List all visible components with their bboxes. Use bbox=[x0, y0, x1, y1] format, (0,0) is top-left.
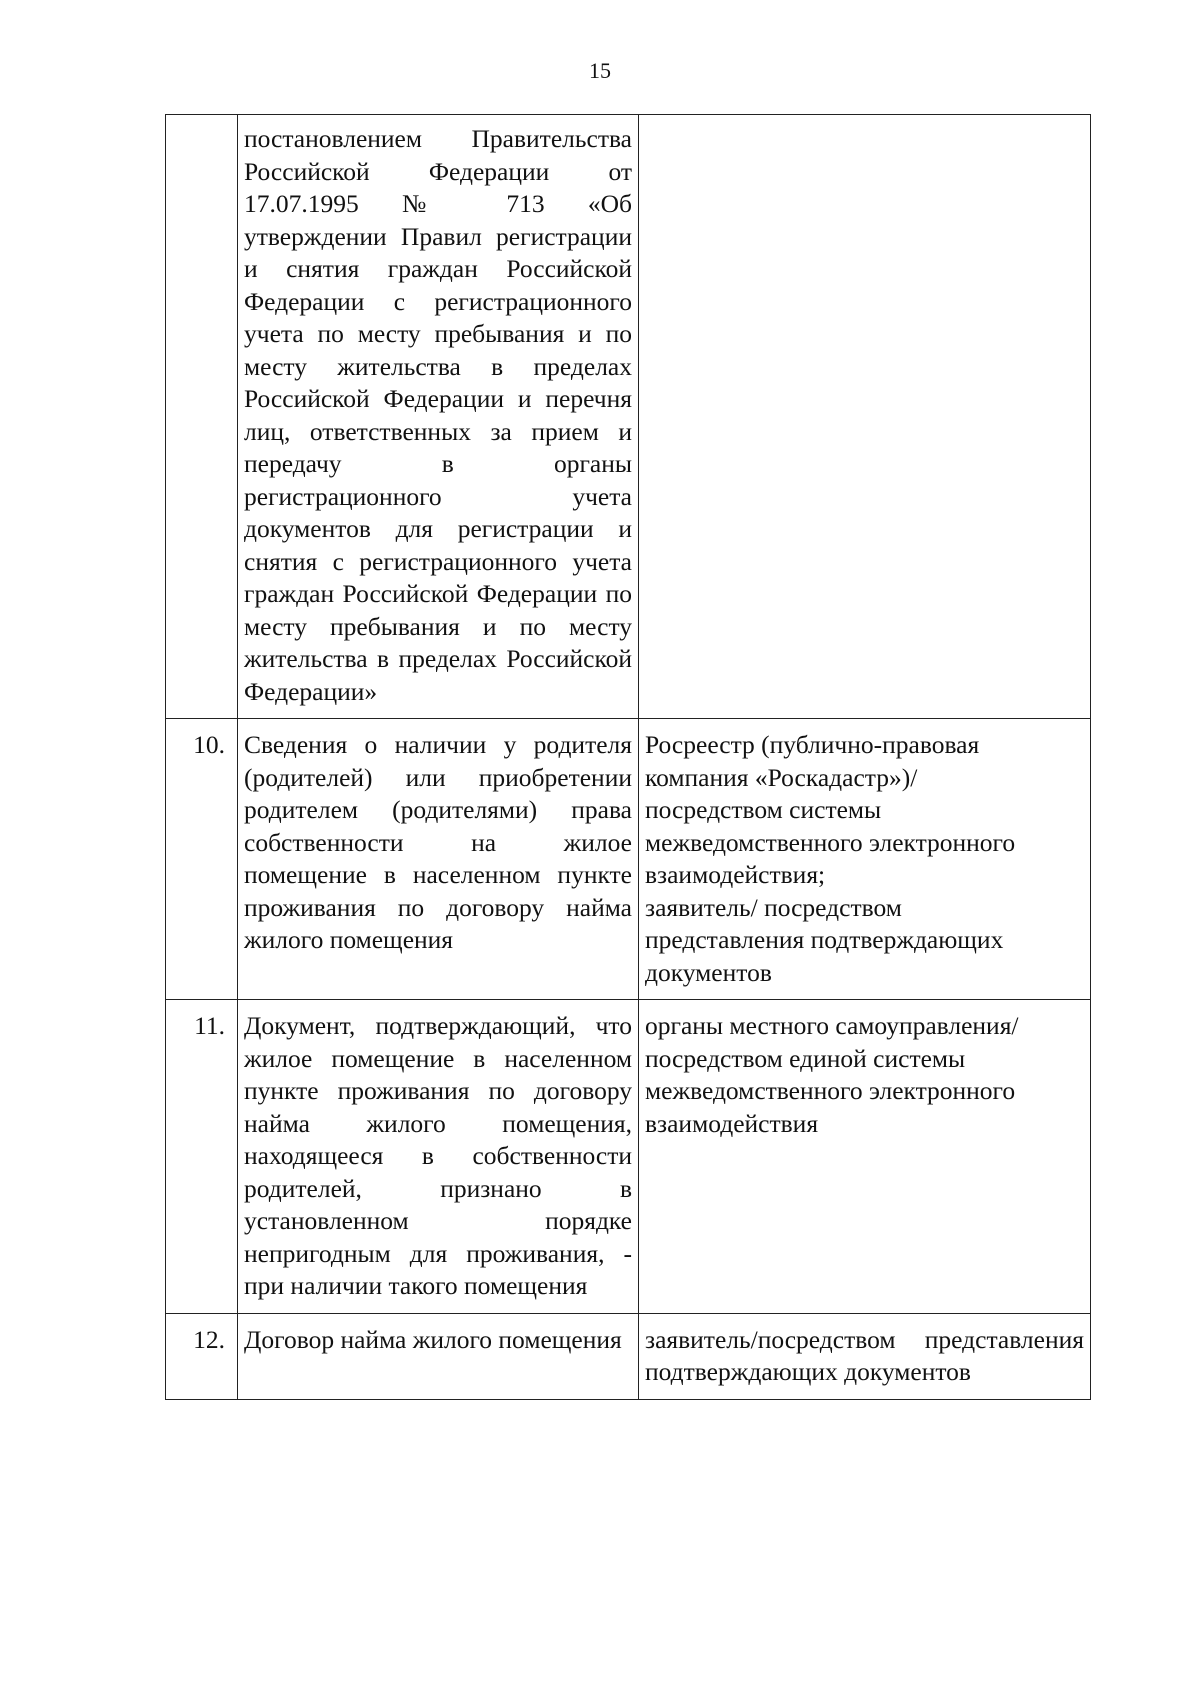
source-line: представления подтверждающих bbox=[645, 925, 1004, 954]
source-line: межведомственного электронного bbox=[645, 1076, 1016, 1105]
document-description: Договор найма жилого помещения bbox=[238, 1313, 639, 1399]
source-line: заявитель/ посредством bbox=[645, 892, 902, 922]
table-row bbox=[166, 115, 1091, 719]
source-line: документов bbox=[645, 957, 772, 987]
documents-table bbox=[165, 114, 1091, 1400]
document-source bbox=[639, 1000, 1091, 1314]
source-line: межведомственного электронного bbox=[645, 827, 1016, 857]
row-number bbox=[166, 115, 238, 719]
row-number: 11. bbox=[166, 1000, 238, 1314]
table-row bbox=[166, 1313, 1091, 1399]
source-text: заявитель/посредством представления подтверждающих документов bbox=[645, 1324, 1084, 1386]
source-line: посредством единой системы bbox=[645, 1043, 966, 1073]
row-number: 12. bbox=[166, 1313, 238, 1399]
document-source bbox=[639, 719, 1091, 1000]
document-description: постановлением Правительства Российской Федерации от 17.07.1995 № 713 «Об утверждении Правил регистрации и снятия граждан Российской Федерации с регистрационного учета по месту пребывания и по месту жительства в пределах Российской Федерации и перечня лиц, ответственных за прием и передачу в органы регистрационного учета документов для регистрации и снятия с регистрационного учета граждан Российской Федерации по месту пребывания и по месту жительства в пределах Российской Федерации» bbox=[238, 115, 639, 719]
source-line: посредством системы bbox=[645, 795, 882, 824]
table-row bbox=[166, 1000, 1091, 1314]
document-description: Документ, подтверждающий, что жилое помещение в населенном пункте проживания по договору найма жилого помещения, находящееся в собственности родителей, признано в установленном порядке непригодным для проживания, - при наличии такого помещения bbox=[238, 1000, 639, 1314]
document-source bbox=[639, 115, 1091, 719]
source-line: Росреестр (публично-правовая bbox=[645, 730, 980, 759]
source-line: взаимодействия; bbox=[645, 860, 826, 889]
document-description: Сведения о наличии у родителя (родителей) или приобретении родителем (родителями) права собственности на жилое помещение в населенном пункте проживания по договору найма жилого помещения bbox=[238, 719, 639, 1000]
row-number: 10. bbox=[166, 719, 238, 1000]
document-source bbox=[639, 1313, 1091, 1399]
page-number: 15 bbox=[589, 58, 611, 83]
source-line: органы местного самоуправления/ bbox=[645, 1011, 1019, 1040]
table-row bbox=[166, 719, 1091, 1000]
source-line: компания «Роскадастр»)/ bbox=[645, 762, 918, 792]
source-line: взаимодействия bbox=[645, 1108, 819, 1138]
